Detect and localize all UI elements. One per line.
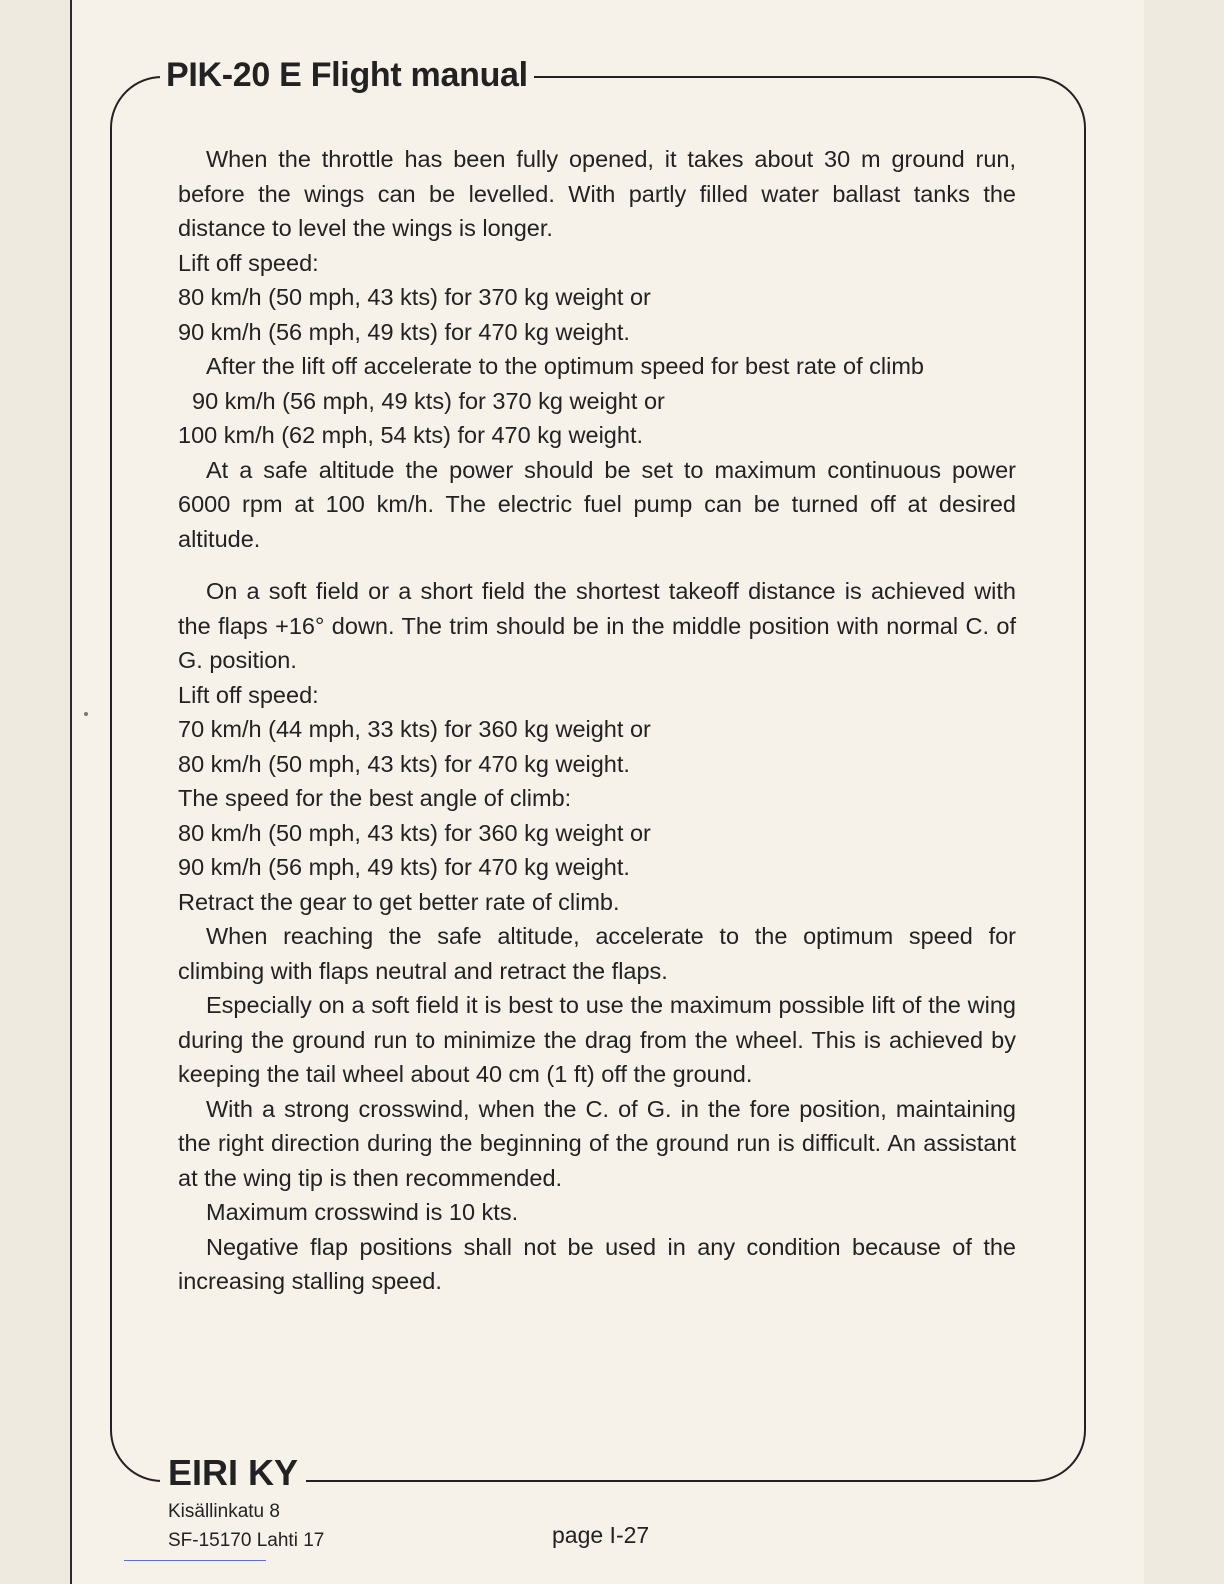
- paragraph: 90 km/h (56 mph, 49 kts) for 370 kg weight or: [192, 387, 665, 414]
- binding-edge: [70, 0, 72, 1584]
- paragraph: The speed for the best angle of climb:: [178, 785, 572, 811]
- paragraph: Lift off speed:: [178, 249, 319, 276]
- paragraph: After the lift off accelerate to the optimum speed for best rate of climb: [206, 353, 924, 379]
- paragraph: When reaching the safe altitude, accelerate to the optimum speed for climbing with flaps neutral and retract the flaps.: [178, 923, 1016, 984]
- paragraph: On a soft field or a short field the shortest takeoff distance is achieved with the flaps +16° down. The trim should be in the middle position with normal C. of G. position.: [178, 578, 1016, 673]
- paragraph: Maximum crosswind is 10 kts.: [206, 1199, 519, 1225]
- paragraph: When the throttle has been fully opened, it takes about 30 m ground run, before the wings can be levelled. With partly filled water ballast tanks the distance to level the wings is longer.: [178, 146, 1016, 241]
- paragraph: 100 km/h (62 mph, 54 kts) for 470 kg weight.: [178, 422, 644, 448]
- body-text: [178, 142, 1016, 1299]
- paragraph: Retract the gear to get better rate of climb.: [178, 888, 620, 915]
- paragraph: Lift off speed:: [178, 681, 319, 708]
- paragraph: Negative flap positions shall not be used in any condition because of the increasing stalling speed.: [178, 1233, 1016, 1294]
- paragraph: 90 km/h (56 mph, 49 kts) for 470 kg weight.: [178, 318, 630, 345]
- paragraph: At a safe altitude the power should be set to maximum continuous power 6000 rpm at 100 km/h. The electric fuel pump can be turned off at desired altitude.: [178, 456, 1016, 552]
- paragraph: 80 km/h (50 mph, 43 kts) for 370 kg weight or: [178, 284, 651, 310]
- page-number: page I-27: [552, 1522, 650, 1548]
- paper-speck: [84, 712, 88, 716]
- paragraph: 80 km/h (50 mph, 43 kts) for 360 kg weight or: [178, 819, 651, 846]
- scan-mark: [124, 1560, 266, 1561]
- paragraph: With a strong crosswind, when the C. of G. in the fore position, maintaining the right direction during the beginning of the ground run is difficult. An assistant at the wing tip is then recommended.: [178, 1095, 1016, 1191]
- manual-title: PIK-20 E Flight manual: [160, 56, 534, 95]
- paragraph: 80 km/h (50 mph, 43 kts) for 470 kg weight.: [178, 750, 630, 777]
- address-street: Kisällinkatu 8: [168, 1501, 280, 1522]
- paragraph: Especially on a soft field it is best to use the maximum possible lift of the wing during the ground run to minimize the drag from the wheel. This is achieved by keeping the tail wheel about 40 cm (1 ft) off the ground.: [178, 992, 1016, 1087]
- address-city: SF-15170 Lahti 17: [168, 1530, 325, 1551]
- company-name: EIRI KY: [160, 1452, 306, 1494]
- paragraph: 70 km/h (44 mph, 33 kts) for 360 kg weight or: [178, 716, 651, 742]
- paragraph: 90 km/h (56 mph, 49 kts) for 470 kg weight.: [178, 854, 630, 880]
